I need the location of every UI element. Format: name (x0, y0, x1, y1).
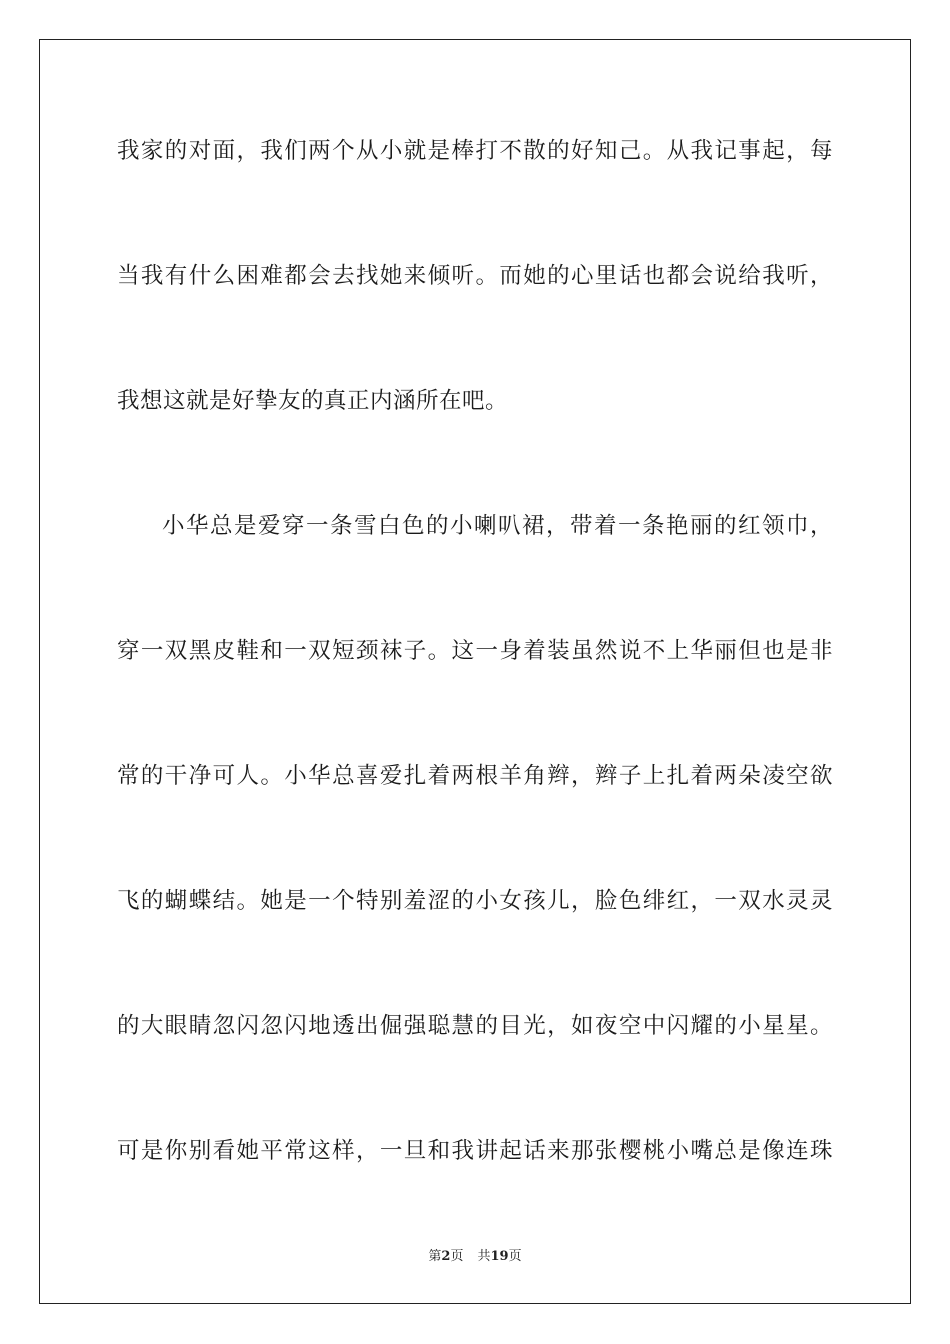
text-line: 常的干净可人。小华总喜爱扎着两根羊角辫，辫子上扎着两朵凌空欲 (117, 763, 833, 789)
page-label-prefix: 第 (428, 1249, 442, 1264)
page-border (39, 39, 911, 1304)
text-line: 可是你别看她平常这样，一旦和我讲起话来那张樱桃小嘴总是像连珠 (117, 1138, 833, 1164)
text-line: 我想这就是好挚友的真正内涵所在吧。 (117, 388, 509, 414)
total-label-suffix: 页 (508, 1249, 522, 1264)
total-label-prefix: 共 (477, 1249, 491, 1264)
page-number: 2 (441, 1249, 451, 1264)
total-pages: 19 (490, 1249, 509, 1264)
page-label-suffix: 页 (450, 1249, 464, 1264)
text-line: 当我有什么困难都会去找她来倾听。而她的心里话也都会说给我听， (117, 263, 833, 289)
text-line: 穿一双黑皮鞋和一双短颈袜子。这一身着装虽然说不上华丽但也是非 (117, 638, 833, 664)
text-line: 的大眼睛忽闪忽闪地透出倔强聪慧的目光，如夜空中闪耀的小星星。 (117, 1013, 833, 1039)
page-footer (0, 1248, 950, 1266)
paragraph-first-line: 小华总是爱穿一条雪白色的小喇叭裙，带着一条艳丽的红领巾， (162, 513, 833, 539)
text-line: 我家的对面，我们两个从小就是棒打不散的好知己。从我记事起，每 (117, 138, 833, 164)
text-line: 飞的蝴蝶结。她是一个特别羞涩的小女孩儿，脸色绯红，一双水灵灵 (117, 888, 833, 914)
